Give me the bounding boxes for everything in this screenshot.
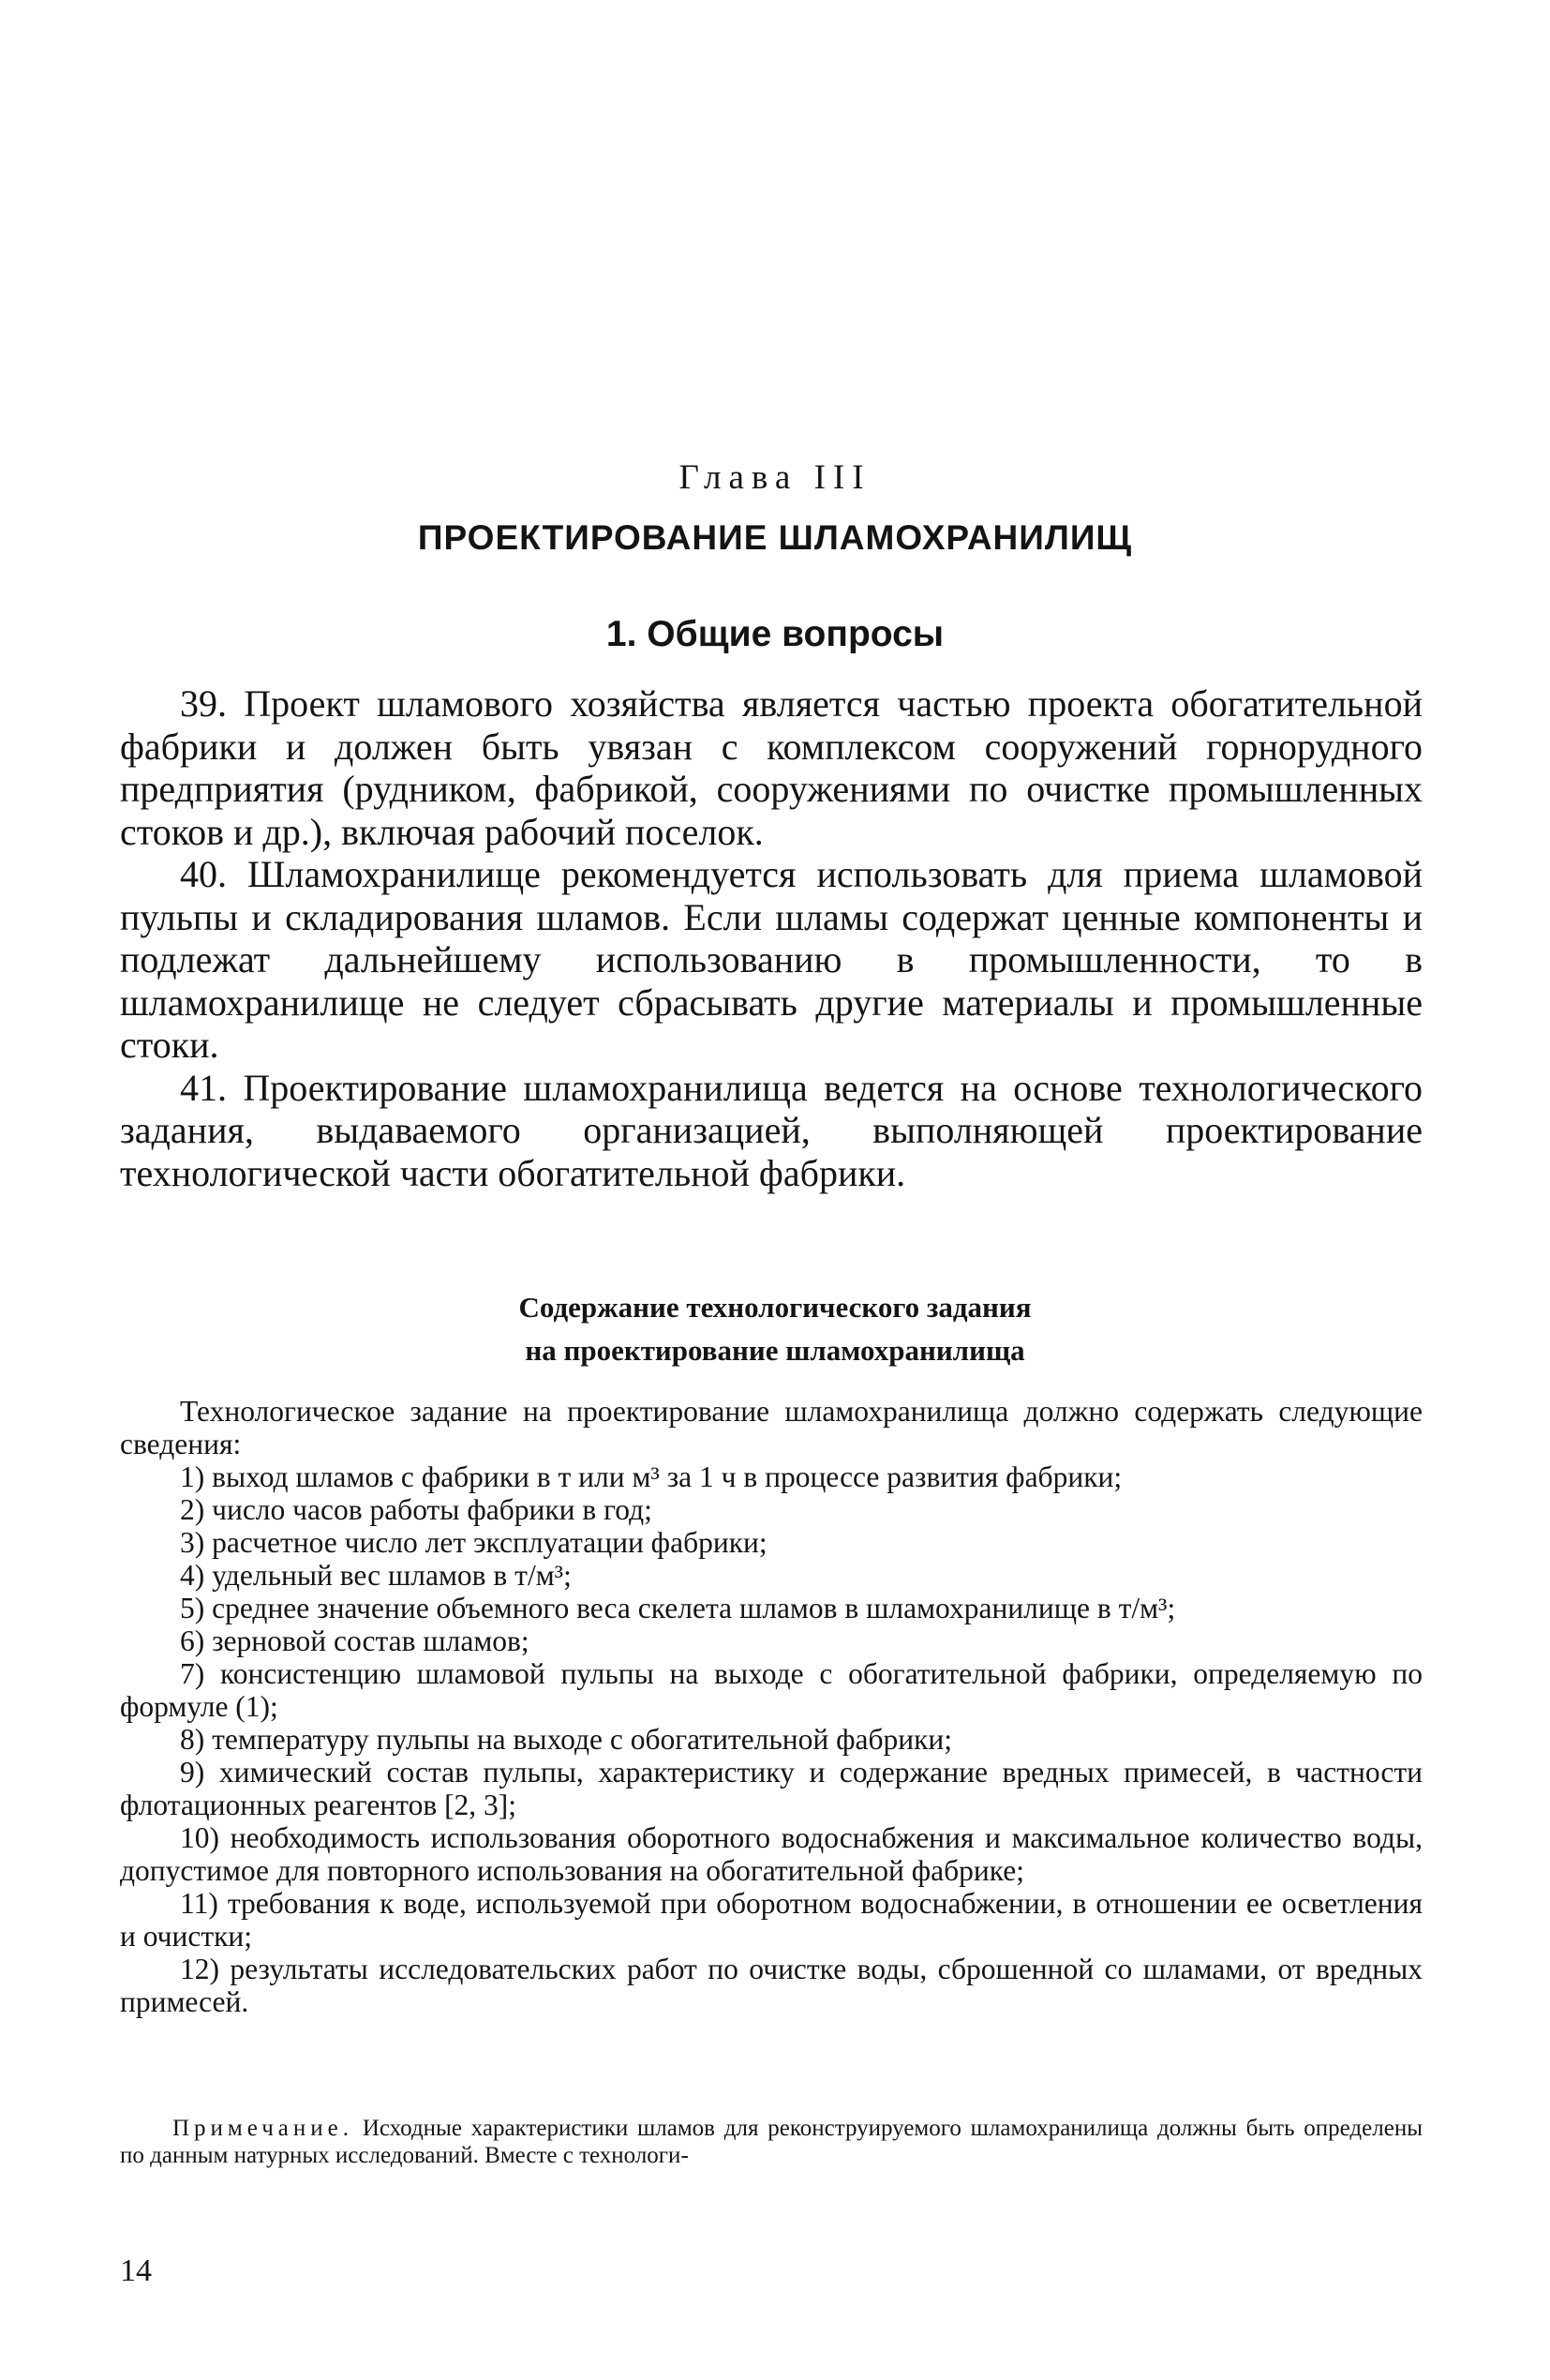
paragraph-39: 39. Проект шламового хозяйства является частью проекта обогатительной фабрики и должен быть увязан с комплексом сооружений горнорудного предприятия (рудником, фабрикой, сооружениями по очистке промышленных стоков и др.), включая рабочий поселок. <box>120 682 1423 853</box>
subheading-line-2: на проектирование шламохранилища <box>525 1334 1025 1367</box>
list-item: 3) расчетное число лет эксплуатации фабрики; <box>180 1526 768 1559</box>
requirements-list <box>120 1395 1423 2018</box>
list-item: 1) выход шламов с фабрики в т или м³ за 1 ч в процессе развития фабрики; <box>180 1460 1123 1493</box>
footnote <box>120 2115 1423 2169</box>
list-item: 6) зерновой состав шламов; <box>180 1624 529 1657</box>
paragraph-41: 41. Проектирование шламохранилища ведется на основе технологического задания, выдаваемого организацией, выполняющей проектирование технологической части обогатительной фабрики. <box>120 1066 1423 1194</box>
subheading-line-1: Содержание технологического задания <box>518 1291 1032 1324</box>
note-paragraph <box>120 2115 1423 2169</box>
list-intro: Технологическое задание на проектирование шламохранилища должно содержать следующие сведения: <box>120 1395 1423 1460</box>
note-label: Примечание. <box>172 2116 354 2141</box>
body-paragraphs <box>120 682 1423 1194</box>
list-item: 2) число часов работы фабрики в год; <box>180 1493 652 1526</box>
subheading <box>0 1286 1550 1372</box>
paragraph-40: 40. Шламохранилище рекомендуется использовать для приема шламовой пульпы и складирования шламов. Если шламы содержат ценные компоненты и подлежат дальнейшему использованию в промышленности, то в шламохранилище не следует сбрасывать другие материалы и промышленные стоки. <box>120 853 1423 1066</box>
section-heading: 1. Общие вопросы <box>605 614 945 654</box>
list-item: 12) результаты исследовательских работ по очистке воды, сброшенной со шламами, от вредных примесей. <box>120 1953 1423 2018</box>
list-item: 8) температуру пульпы на выходе с обогатительной фабрики; <box>180 1723 953 1756</box>
list-item: 4) удельный вес шламов в т/м³; <box>180 1559 572 1592</box>
chapter-heading: Глава III <box>678 458 872 497</box>
list-item: 10) необходимость использования оборотного водоснабжения и максимальное количество воды, допустимое для повторного использования на обогатительной фабрике; <box>120 1821 1423 1887</box>
chapter-title: ПРОЕКТИРОВАНИЕ ШЛАМОХРАНИЛИЩ <box>417 518 1133 557</box>
list-item: 11) требования к воде, используемой при оборотном водоснабжении, в отношении ее осветления и очистки; <box>120 1887 1423 1953</box>
list-item: 7) консистенцию шламовой пульпы на выходе с обогатительной фабрики, определяемую по формуле (1); <box>120 1657 1423 1723</box>
page-number: 14 <box>120 2253 152 2288</box>
list-item: 5) среднее значение объемного веса скелета шламов в шламохранилище в т/м³; <box>180 1592 1176 1624</box>
list-item: 9) химический состав пульпы, характеристику и содержание вредных примесей, в частности флотационных реагентов [2, 3]; <box>120 1756 1423 1821</box>
note-text: Исходные характеристики шламов для реконструируемого шламохранилища должны быть определены по данным натурных исследований. Вместе с технологи- <box>120 2116 1423 2168</box>
